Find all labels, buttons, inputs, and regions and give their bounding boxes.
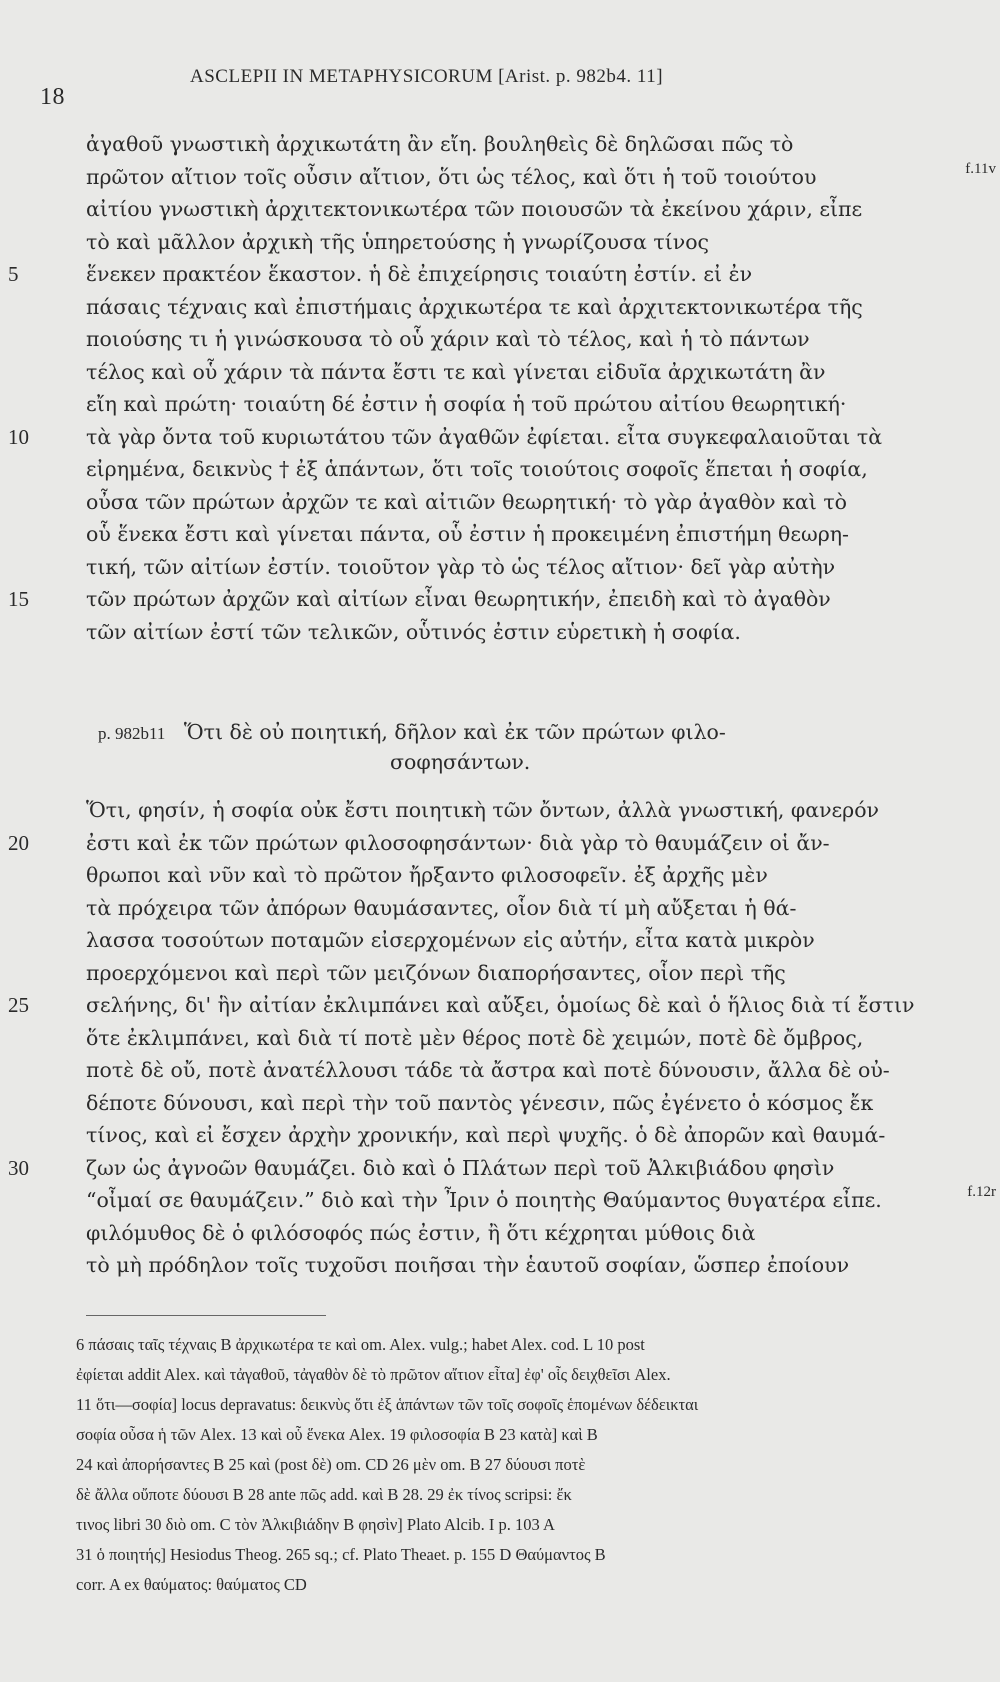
- line-number-label: 20: [8, 830, 29, 855]
- text-line: “οἶμαί σε θαυμάζειν.” διὸ καὶ τὴν Ἶριν ὁ ποιητὴς Θαύμαντος θυγατέρα εἶπε.: [86, 1188, 882, 1212]
- text-line: τῶν πρώτων ἀρχῶν καὶ αἰτίων εἶναι θεωρητικήν, ἐπειδὴ καὶ τὸ ἀγαθὸν: [86, 587, 831, 611]
- line-number-label: 5: [8, 262, 19, 286]
- footnote-line: corr. A ex θαύματος: θαύματος CD: [76, 1575, 307, 1594]
- text-line: Ὅτι, φησίν, ἡ σοφία οὐκ ἔστι ποιητικὴ τῶν ὄντων, ἀλλὰ γνωστική, φανερόν: [86, 798, 880, 822]
- footnote-line: τινος libri 30 διὸ om. C τὸν Ἀλκιβιάδην B φησὶν] Plato Alcib. I p. 103 A: [76, 1515, 555, 1534]
- footnote-line: σοφία οὖσα ἡ τῶν Alex. 13 καὶ οὗ ἕνεκα Alex. 19 φιλοσοφία B 23 κατὰ] καὶ B: [76, 1425, 598, 1444]
- line-number: [0, 254, 86, 294]
- text-line: τῶν αἰτίων ἐστί τῶν τελικῶν, οὗτινός ἐστιν εὑρετικὴ ἡ σοφία.: [86, 619, 741, 644]
- text-line: προερχόμενοι καὶ περὶ τῶν μειζόνων διαπορήσαντες, οἷον περὶ τῆς: [86, 960, 786, 985]
- footnote-line: 11 ὅτι—σοφία] locus depravatus: δεικνὺς ὅτι ἐξ ἁπάντων τῶν τοῖς σοφοῖς ἑπομένων δέδεικται: [76, 1395, 699, 1414]
- text-line: αἰτίου γνωστικὴ ἀρχιτεκτονικωτέρα τῶν ποιουσῶν τὰ ἐκείνου χάριν, εἶπε: [86, 197, 863, 221]
- line-number-label: 30: [8, 1155, 29, 1180]
- text-line: εἴη καὶ πρώτη· τοιαύτη δέ ἐστιν ἡ σοφία ἡ τοῦ πρώτου αἰτίου θεωρητική·: [86, 392, 847, 416]
- text-line: ἐστι καὶ ἐκ τῶν πρώτων φιλοσοφησάντων· διὰ γὰρ τὸ θαυμάζειν οἱ ἄν-: [86, 830, 830, 855]
- section-heading-cont: [390, 742, 1000, 782]
- text-line: σελήνης, δι' ἣν αἰτίαν ἐκλιμπάνει καὶ αὔξει, ὁμοίως δὲ καὶ ὁ ἥλιος διὰ τί ἔστιν: [86, 993, 915, 1017]
- text-line: ὅτε ἐκλιμπάνει, καὶ διὰ τί ποτὲ μὲν θέρος ποτὲ δὲ χειμών, ποτὲ δὲ ὄμβρος,: [86, 1025, 864, 1050]
- footnote-rule: [86, 1315, 326, 1316]
- text-line: τική, τῶν αἰτίων ἐστίν. τοιοῦτον γὰρ τὸ ὡς τέλος αἴτιον· δεῖ γὰρ αὐτὴν: [86, 554, 836, 579]
- section-heading-line-1: Ὅτι δὲ οὐ ποιητική, δῆλον καὶ ἐκ τῶν πρώτων φιλο-: [183, 720, 726, 744]
- text-line: ζων ὡς ἀγνοῶν θαυμάζει. διὸ καὶ ὁ Πλάτων περὶ τοῦ Ἀλκιβιάδου φησὶν: [86, 1155, 835, 1180]
- section-heading-line-2: σοφησάντων.: [390, 750, 531, 774]
- text-line: οὗ ἕνεκα ἔστι καὶ γίνεται πάντα, οὗ ἐστιν ἡ προκειμένη ἐπιστήμη θεωρη-: [86, 522, 849, 546]
- page-number: 18: [40, 84, 65, 110]
- footnote-line: 6 πάσαις ταῖς τέχναις B ἀρχικωτέρα τε καὶ om. Alex. vulg.; habet Alex. cod. L 10 post: [76, 1335, 645, 1354]
- text-line: οὖσα τῶν πρώτων ἀρχῶν τε καὶ αἰτιῶν θεωρητική· τὸ γὰρ ἀγαθὸν καὶ τὸ: [86, 489, 848, 514]
- line-number-label: 10: [8, 424, 29, 449]
- line-number: [0, 1148, 86, 1188]
- text-line: τίνος, καὶ εἰ ἔσχεν ἀρχὴν χρονικήν, καὶ περὶ ψυχῆς. ὁ δὲ ἀπορῶν καὶ θαυμά-: [86, 1123, 886, 1147]
- text-line: ποτὲ δὲ οὔ, ποτὲ ἀνατέλλουσι τάδε τὰ ἄστρα καὶ ποτὲ δύνουσιν, ἄλλα δὲ οὐ-: [86, 1058, 890, 1082]
- text-line: θρωποι καὶ νῦν καὶ τὸ πρῶτον ἤρξαντο φιλοσοφεῖν. ἐξ ἀρχῆς μὲν: [86, 863, 768, 887]
- line-number-label: 25: [8, 993, 29, 1017]
- text-line: πρῶτον αἴτιον τοῖς οὖσιν αἴτιον, ὅτι ὡς τέλος, καὶ ὅτι ἡ τοῦ τοιούτου: [86, 164, 817, 189]
- line-number-label: 15: [8, 587, 29, 611]
- text-line: δέποτε δύνουσι, καὶ περὶ τὴν τοῦ παντὸς γένεσιν, πῶς ἐγένετο ὁ κόσμος ἔκ: [86, 1090, 874, 1115]
- section-reference: p. 982b11: [98, 724, 166, 743]
- line-number: [0, 579, 86, 619]
- text-line: ποιούσης τι ἡ γινώσκουσα τὸ οὗ χάριν καὶ τὸ τέλος, καὶ ἡ τὸ πάντων: [86, 327, 810, 351]
- footnote-line: δὲ ἄλλα οὔποτε δύουσι B 28 ante πῶς add. καὶ B 28. 29 ἐκ τίνος scripsi: ἔκ: [76, 1485, 572, 1504]
- text-line: ἀγαθοῦ γνωστικὴ ἀρχικωτάτη ἂν εἴη. βουληθεὶς δὲ δηλῶσαι πῶς τὸ: [86, 132, 794, 156]
- footnote-line: 31 ὁ ποιητής] Hesiodus Theog. 265 sq.; cf. Plato Theaet. p. 155 D Θαύμαντος B: [76, 1545, 606, 1564]
- line-number: [0, 985, 86, 1025]
- running-title: ASCLEPII IN METAPHYSICORUM [Arist. p. 982b4. 11]: [190, 66, 664, 87]
- text-line: τὰ γὰρ ὄντα τοῦ κυριωτάτου τῶν ἀγαθῶν ἐφίεται. εἶτα συγκεφαλαιοῦται τὰ: [86, 424, 883, 449]
- footnote-line: 24 καὶ ἀπορήσαντες B 25 καὶ (post δὲ) om. CD 26 μὲν om. B 27 δύουσι ποτὲ: [76, 1455, 586, 1474]
- text-line: τὸ μὴ πρόδηλον τοῖς τυχοῦσι ποιῆσαι τὴν ἑαυτοῦ σοφίαν, ὥσπερ ἐποίουν: [86, 1253, 850, 1277]
- footnote-line: ἐφίεται addit Alex. καὶ τἀγαθοῦ, τἀγαθὸν δὲ τὸ πρῶτον αἴτιον εἶτα] ἐφ' οἷς δειχθεῖσι Alex.: [76, 1365, 671, 1384]
- text-line: φιλόμυθος δὲ ὁ φιλόσοφός πώς ἐστιν, ἢ ὅτι κέχρηται μύθοις διὰ: [86, 1220, 756, 1245]
- text-line: τὰ πρόχειρα τῶν ἀπόρων θαυμάσαντες, οἷον διὰ τί μὴ αὔξεται ἡ θά-: [86, 895, 797, 920]
- line-number: [0, 417, 86, 457]
- folio-marker: f.11v: [965, 160, 996, 177]
- line-number: [0, 823, 86, 863]
- text-line: εἰρημένα, δεικνὺς † ἐξ ἁπάντων, ὅτι τοῖς τοιούτοις σοφοῖς ἕπεται ἡ σοφία,: [86, 457, 868, 481]
- text-line: τὸ καὶ μᾶλλον ἀρχικὴ τῆς ὑπηρετούσης ἡ γνωρίζουσα τίνος: [86, 229, 710, 254]
- folio-marker: f.12r: [967, 1184, 996, 1200]
- text-line: λασσα τοσούτων ποταμῶν εἰσερχομένων εἰς αὐτήν, εἶτα κατὰ μικρὸν: [86, 928, 815, 952]
- text-line: ἕνεκεν πρακτέον ἕκαστον. ἡ δὲ ἐπιχείρησις τοιαύτη ἐστίν. εἰ ἐν: [86, 262, 753, 286]
- text-line: τέλος καὶ οὗ χάριν τὰ πάντα ἔστι τε καὶ γίνεται εἰδυῖα ἀρχικωτάτη ἂν: [86, 359, 826, 384]
- text-line: πάσαις τέχναις καὶ ἐπιστήμαις ἀρχικωτέρα τε καὶ ἀρχιτεκτονικωτέρα τῆς: [86, 294, 863, 319]
